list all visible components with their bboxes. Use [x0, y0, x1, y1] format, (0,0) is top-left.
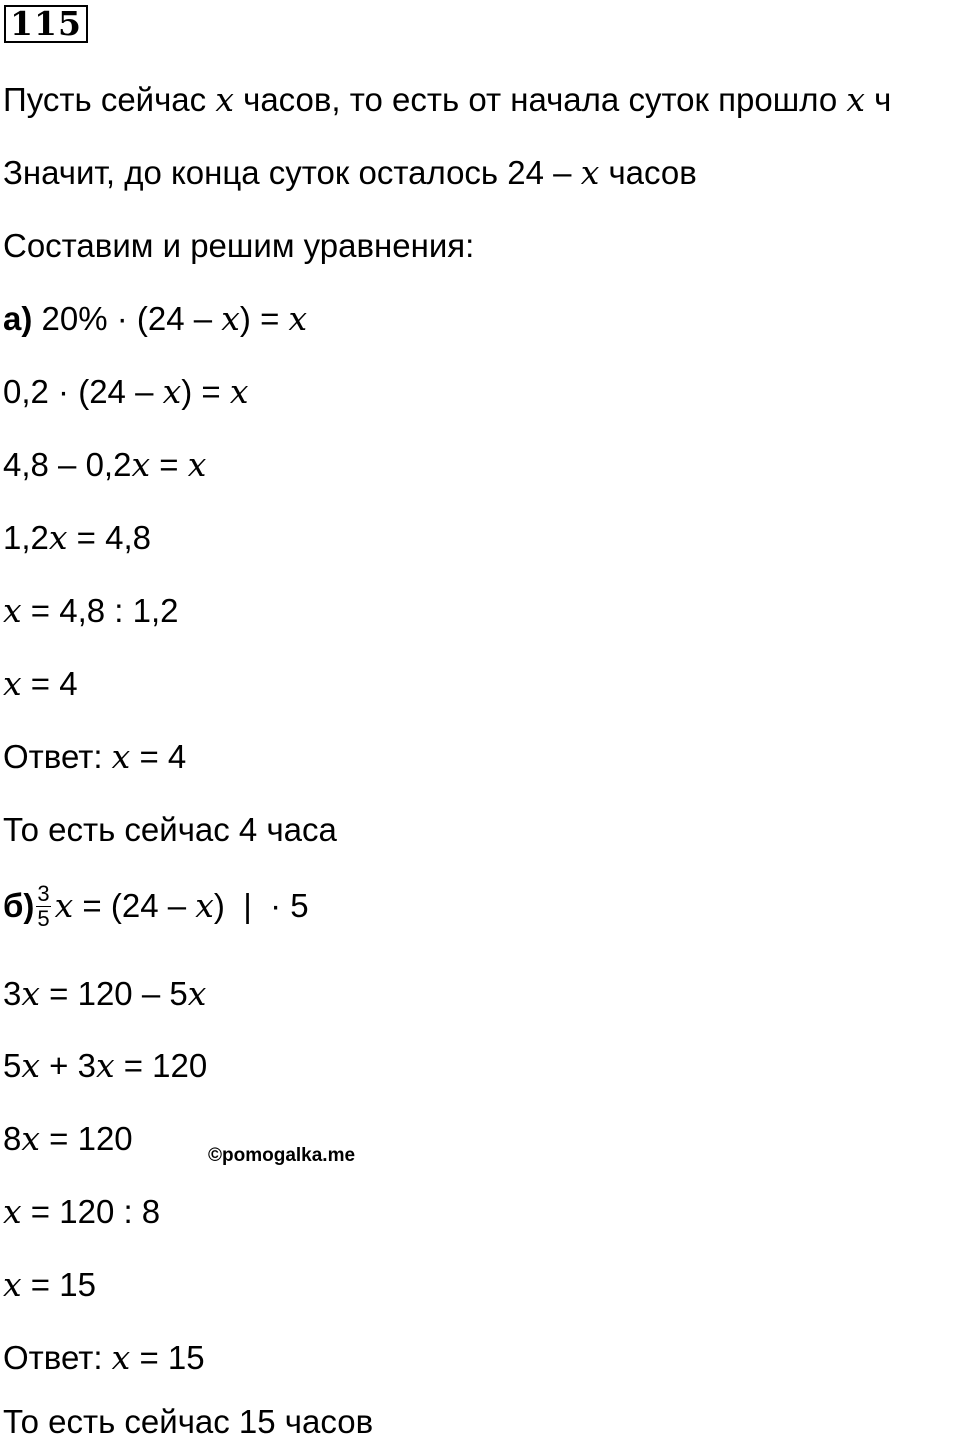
intro-line-3: Составим и решим уравнения:	[3, 227, 475, 264]
part-a-equation: а) 20% · (24 – x) = x	[3, 299, 308, 338]
part-b-step-4: x = 120 : 8	[3, 1192, 161, 1231]
part-a-conclusion: То есть сейчас 4 часа	[3, 811, 337, 848]
part-b-answer: Ответ: x = 15	[3, 1338, 205, 1377]
task-number-box: 115	[4, 5, 88, 43]
fraction-three-fifths: $\frac{3}{5}$	[37, 881, 50, 931]
part-b-equation: б) $\frac{3}{5}$ x = (24 – x) | · 5	[3, 881, 309, 931]
part-a-step-1: 0,2 · (24 – x) = x	[3, 372, 249, 411]
watermark-text: ©pomogalka.me	[208, 1145, 356, 1166]
intro-line-2: Значит, до конца суток осталось 24 – x часов	[3, 153, 697, 192]
part-b-step-3: 8x = 120	[3, 1119, 133, 1158]
part-a-answer: Ответ: x = 4	[3, 737, 187, 776]
part-a-label: а)	[3, 300, 33, 337]
part-a-step-3: 1,2x = 4,8	[3, 518, 151, 557]
part-b-step-5: x = 15	[3, 1265, 96, 1304]
part-a-step-4: x = 4,8 : 1,2	[3, 591, 179, 630]
part-b-step-2: 5x + 3x = 120	[3, 1046, 208, 1085]
part-b-conclusion: То есть сейчас 15 часов	[3, 1403, 374, 1440]
part-b-step-1: 3x = 120 – 5x	[3, 974, 207, 1013]
part-b-label: б)	[3, 887, 35, 925]
part-a-step-2: 4,8 – 0,2x = x	[3, 445, 207, 484]
part-a-step-5: x = 4	[3, 664, 78, 703]
intro-line-1: Пусть сейчас x часов, то есть от начала суток прошло x ч	[3, 80, 892, 119]
